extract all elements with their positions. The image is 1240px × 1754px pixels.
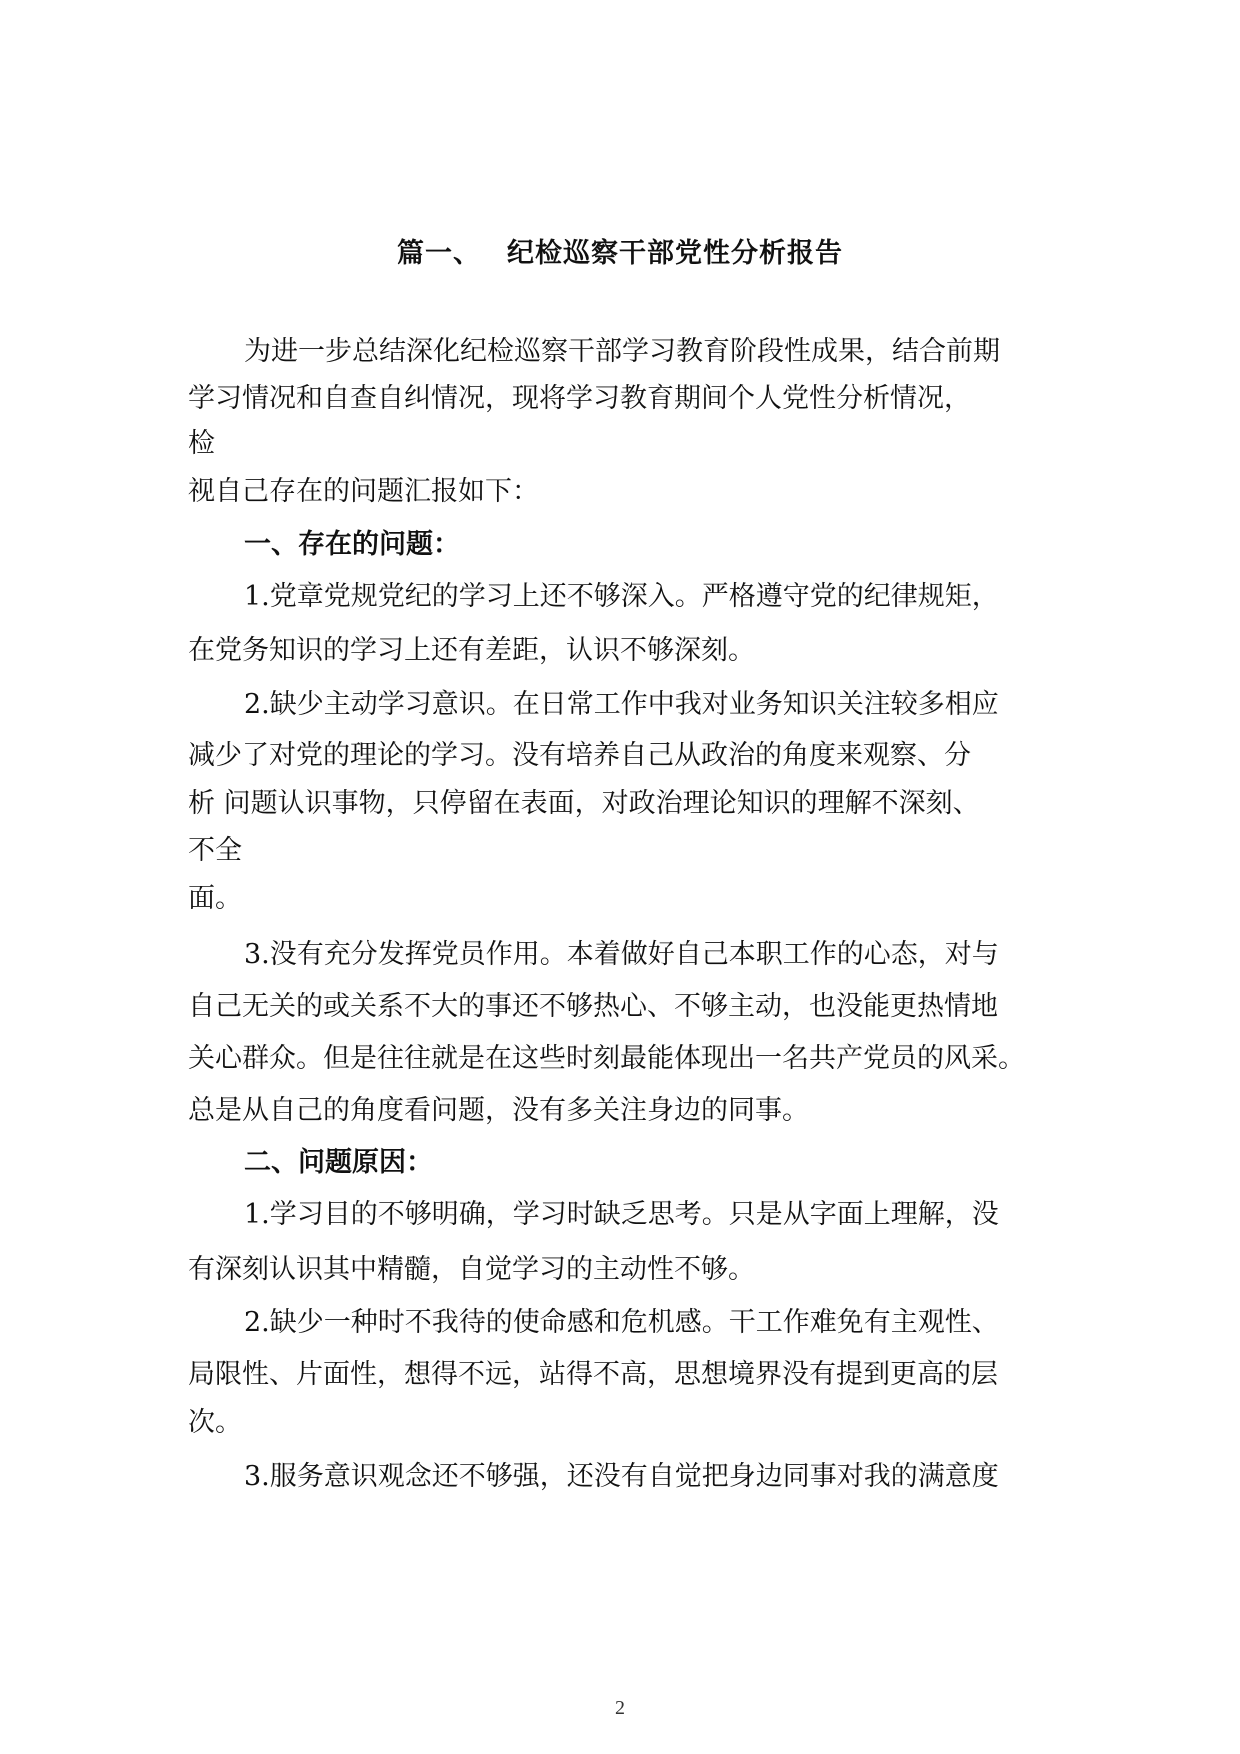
paragraph-line: 1.学习目的不够明确，学习时缺乏思考。只是从字面上理解，没 [244, 1199, 999, 1230]
intro-line: 检 [188, 428, 215, 459]
paragraph-line: 面。 [188, 883, 242, 914]
paragraph-line: 2.缺少一种时不我待的使命感和危机感。干工作难免有主观性、 [244, 1307, 999, 1338]
intro-line: 学习情况和自查自纠情况，现将学习教育期间个人党性分析情况， [188, 383, 971, 414]
paragraph-line: 2.缺少主动学习意识。在日常工作中我对业务知识关注较多相应 [244, 689, 999, 720]
paragraph-line: 1.党章党规党纪的学习上还不够深入。严格遵守党的纪律规矩， [244, 581, 999, 612]
intro-line: 视自己存在的问题汇报如下： [188, 476, 539, 507]
paragraph-line: 3.没有充分发挥党员作用。本着做好自己本职工作的心态，对与 [244, 939, 999, 970]
paragraph-line: 3.服务意识观念还不够强，还没有自觉把身边同事对我的满意度 [244, 1461, 999, 1492]
paragraph-line: 减少了对党的理论的学习。没有培养自己从政治的角度来观察、分 [188, 740, 971, 771]
paragraph-line: 自己无关的或关系不大的事还不够热心、不够主动，也没能更热情地 [188, 991, 998, 1022]
paragraph-line: 局限性、片面性，想得不远，站得不高，思想境界没有提到更高的层 [188, 1359, 998, 1390]
page-number: 2 [615, 1697, 625, 1719]
paragraph-line: 总是从自己的角度看问题，没有多关注身边的同事。 [188, 1095, 809, 1126]
paragraph-line: 有深刻认识其中精髓，自觉学习的主动性不够。 [188, 1254, 755, 1285]
paragraph-line: 析 问题认识事物，只停留在表面，对政治理论知识的理解不深刻、 [188, 788, 980, 819]
paragraph-line: 在党务知识的学习上还有差距，认识不够深刻。 [188, 635, 755, 666]
title-prefix: 篇一、 [397, 238, 481, 269]
paragraph-line: 不全 [188, 835, 242, 866]
title-main: 纪检巡察干部党性分析报告 [507, 238, 843, 269]
document-title [0, 237, 1240, 271]
section-heading: 一、存在的问题： [244, 529, 460, 560]
paragraph-line: 次。 [188, 1407, 242, 1438]
intro-line: 为进一步总结深化纪检巡察干部学习教育阶段性成果，结合前期 [244, 336, 1000, 367]
paragraph-line: 关心群众。但是往往就是在这些时刻最能体现出一名共产党员的风采。 [188, 1043, 1025, 1074]
section-heading: 二、问题原因： [244, 1147, 433, 1178]
